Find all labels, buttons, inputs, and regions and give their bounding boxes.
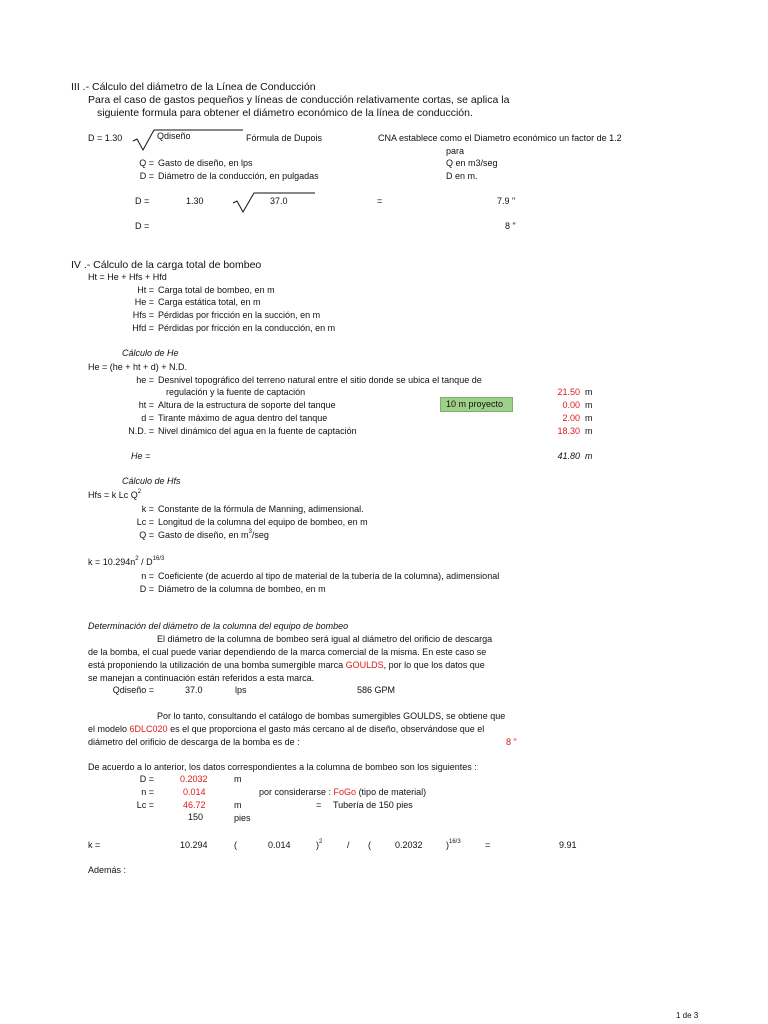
calc-result: 7.9 " [497, 196, 516, 206]
d-desc: Tirante máximo de agua dentro del tanque [158, 413, 328, 423]
k-equation: $k = 10.294n^2 / D^{16/3}$ [88, 556, 165, 567]
dd-key: D = [139, 584, 154, 594]
def-d-key: D = [139, 171, 154, 181]
kcalc-paren-1: ( [234, 840, 237, 850]
d-value: 2.00 [562, 413, 580, 423]
brand-goulds: GOULDS [345, 660, 384, 670]
def-d-unit: D en m. [446, 171, 478, 181]
kcalc-key: k = [88, 840, 101, 850]
det-title: Determinación del diámetro de la columna del equipo de bombeo [88, 621, 349, 631]
def-hfd-desc: Pérdidas por fricción en la conducción, en m [158, 323, 336, 333]
qdiseno-value: 37.0 [185, 685, 203, 695]
col-lc-unit: m [234, 800, 242, 810]
d-key: d = [141, 413, 154, 423]
det-para-6: el modelo 6DLC020 es el que proporciona el gasto más cercano al de diseño, observándose que el [88, 724, 485, 734]
kcalc-paren-4: )$^{16/3}$ [446, 839, 461, 850]
he-total-key: He = [131, 451, 151, 461]
col-d-key: D = [139, 774, 154, 784]
nd-value: 18.30 [557, 426, 580, 436]
qdiseno-key: Qdiseño = [112, 685, 154, 695]
n-desc: Coeficiente (de acuerdo al tipo de material de la tubería de la columna), adimensional [158, 571, 500, 581]
he-key: he = [136, 375, 154, 385]
col-n-value: 0.014 [183, 787, 206, 797]
col-lc-value: 46.72 [183, 800, 206, 810]
nd-unit: m [585, 426, 593, 436]
ht-note: 10 m proyecto [446, 399, 504, 409]
intro-line-2: siguiente formula para obtener el diámetro económico de la línea de conducción. [97, 107, 473, 119]
calc-coef: 1.30 [186, 196, 204, 206]
calc-q: 37.0 [270, 196, 288, 206]
section-4-title: IV .- Cálculo de la carga total de bombeo [71, 259, 262, 271]
def-q-desc: Gasto de diseño, en lps [158, 158, 253, 168]
intro-line-1: Para el caso de gastos pequeños y líneas de conducción relativamente cortas, se aplica la [88, 94, 510, 106]
he-desc-1: Desnivel topográfico del terreno natural entre el sitio donde se ubica el tanque de [158, 375, 482, 385]
kcalc-result: 9.91 [559, 840, 577, 850]
det-para-3: está proponiendo la utilización de una bomba sumergible marca GOULDS, por lo que los datos que [88, 660, 485, 670]
he-unit: m [585, 387, 593, 397]
def-he-desc: Carga estática total, en m [158, 297, 261, 307]
kcalc-d: 0.2032 [395, 840, 423, 850]
orifice-diameter: 8 " [506, 737, 517, 747]
col-pies-unit: pies [234, 813, 251, 823]
q-desc: Gasto de diseño, en $m^3$/seg [158, 529, 269, 540]
he-subtitle: Cálculo de He [122, 348, 179, 358]
n-key: n = [141, 571, 154, 581]
def-d-desc: Diámetro de la conducción, en pulgadas [158, 171, 319, 181]
def-q-key: Q = [139, 158, 154, 168]
he-desc-2: regulación y la fuente de captación [166, 387, 306, 397]
det-para-1: El diámetro de la columna de bombeo será igual al diámetro del orificio de descarga [157, 634, 493, 644]
cna-note-1: CNA establece como el Diametro económico un factor de 1.2 [378, 133, 622, 143]
hfs-subtitle: Cálculo de Hfs [122, 476, 181, 486]
he-total-unit: m [585, 451, 593, 461]
def-hfs-desc: Pérdidas por fricción en la succión, en m [158, 310, 321, 320]
he-value: 21.50 [557, 387, 580, 397]
qdiseno-unit: lps [235, 685, 247, 695]
def-q-unit: Q en m3/seg [446, 158, 498, 168]
qdiseno-gpm: 586 GPM [357, 685, 396, 695]
det-para-4: se manejan a continuación están referidos a esta marca. [88, 673, 315, 683]
kcalc-equals: = [485, 840, 491, 850]
k-desc: Constante de la fórmula de Manning, adimensional. [158, 504, 364, 514]
formula-radicand: Qdiseño [157, 131, 191, 141]
kcalc-n: 0.014 [268, 840, 291, 850]
hfs-equation: Hfs = k Lc $Q^2$ [88, 489, 142, 500]
ht-key: ht = [138, 400, 154, 410]
def-ht-key: Ht = [137, 285, 154, 295]
ht-equation: Ht = He + Hfs + Hfd [88, 272, 167, 282]
page-number: 1 de 3 [676, 1011, 699, 1020]
formula-lhs: D = 1.30 [88, 133, 123, 143]
kcalc-coef: 10.294 [180, 840, 208, 850]
col-lc-key: Lc = [136, 800, 154, 810]
section-3-title: III .- Cálculo del diámetro de la Línea de Conducción [71, 81, 316, 93]
def-hfs-key: Hfs = [132, 310, 154, 320]
kcalc-div: / [347, 840, 350, 850]
col-n-note: por considerarse : FoGo (tipo de material) [259, 787, 427, 797]
def-he-key: He = [134, 297, 154, 307]
def-hfd-key: Hfd = [132, 323, 154, 333]
kcalc-paren-3: ( [368, 840, 371, 850]
ademas-label: Además : [88, 865, 127, 875]
col-pies-value: 150 [188, 812, 204, 822]
he-equation: He = (he + ht + d) + N.D. [88, 362, 188, 372]
col-lc-equals: = [316, 800, 322, 810]
det-para-5: Por lo tanto, consultando el catálogo de bombas sumergibles GOULDS, se obtiene que [157, 711, 506, 721]
ht-unit: m [585, 400, 593, 410]
pump-model: 6DLC020 [129, 724, 168, 734]
calc-result-rounded: 8 " [505, 221, 516, 231]
k-key: k = [141, 504, 154, 514]
ht-desc: Altura de la estructura de soporte del tanque [158, 400, 336, 410]
col-lc-note: Tubería de 150 pies [333, 800, 413, 810]
calc-equals: = [377, 196, 383, 206]
he-total-value: 41.80 [557, 451, 580, 461]
det-para-7: diámetro del orificio de descarga de la bomba es de : [88, 737, 300, 747]
col-d-unit: m [234, 774, 242, 784]
formula-name: Fórmula de Dupois [246, 133, 323, 143]
q-key: Q = [139, 530, 154, 540]
nd-desc: Nivel dinámico del agua en la fuente de captación [158, 426, 357, 436]
lc-key: Lc = [136, 517, 154, 527]
det-para-2: de la bomba, el cual puede variar dependiendo de la marca comercial de la misma. En este caso se [88, 647, 487, 657]
def-ht-desc: Carga total de bombeo, en m [158, 285, 275, 295]
lc-desc: Longitud de la columna del equipo de bombeo, en m [158, 517, 368, 527]
col-n-key: n = [141, 787, 154, 797]
calc-d2-key: D = [135, 221, 150, 231]
kcalc-paren-2: )$^2$ [316, 839, 323, 850]
calc-d-key: D = [135, 196, 150, 206]
det-para-8: De acuerdo a lo anterior, los datos correspondientes a la columna de bombeo son los siguientes : [88, 762, 477, 772]
col-d-value: 0.2032 [180, 774, 208, 784]
ht-value: 0.00 [562, 400, 580, 410]
d-unit: m [585, 413, 593, 423]
nd-key: N.D. = [128, 426, 154, 436]
dd-desc: Diámetro de la columna de bombeo, en m [158, 584, 326, 594]
cna-note-2: para [446, 146, 465, 156]
